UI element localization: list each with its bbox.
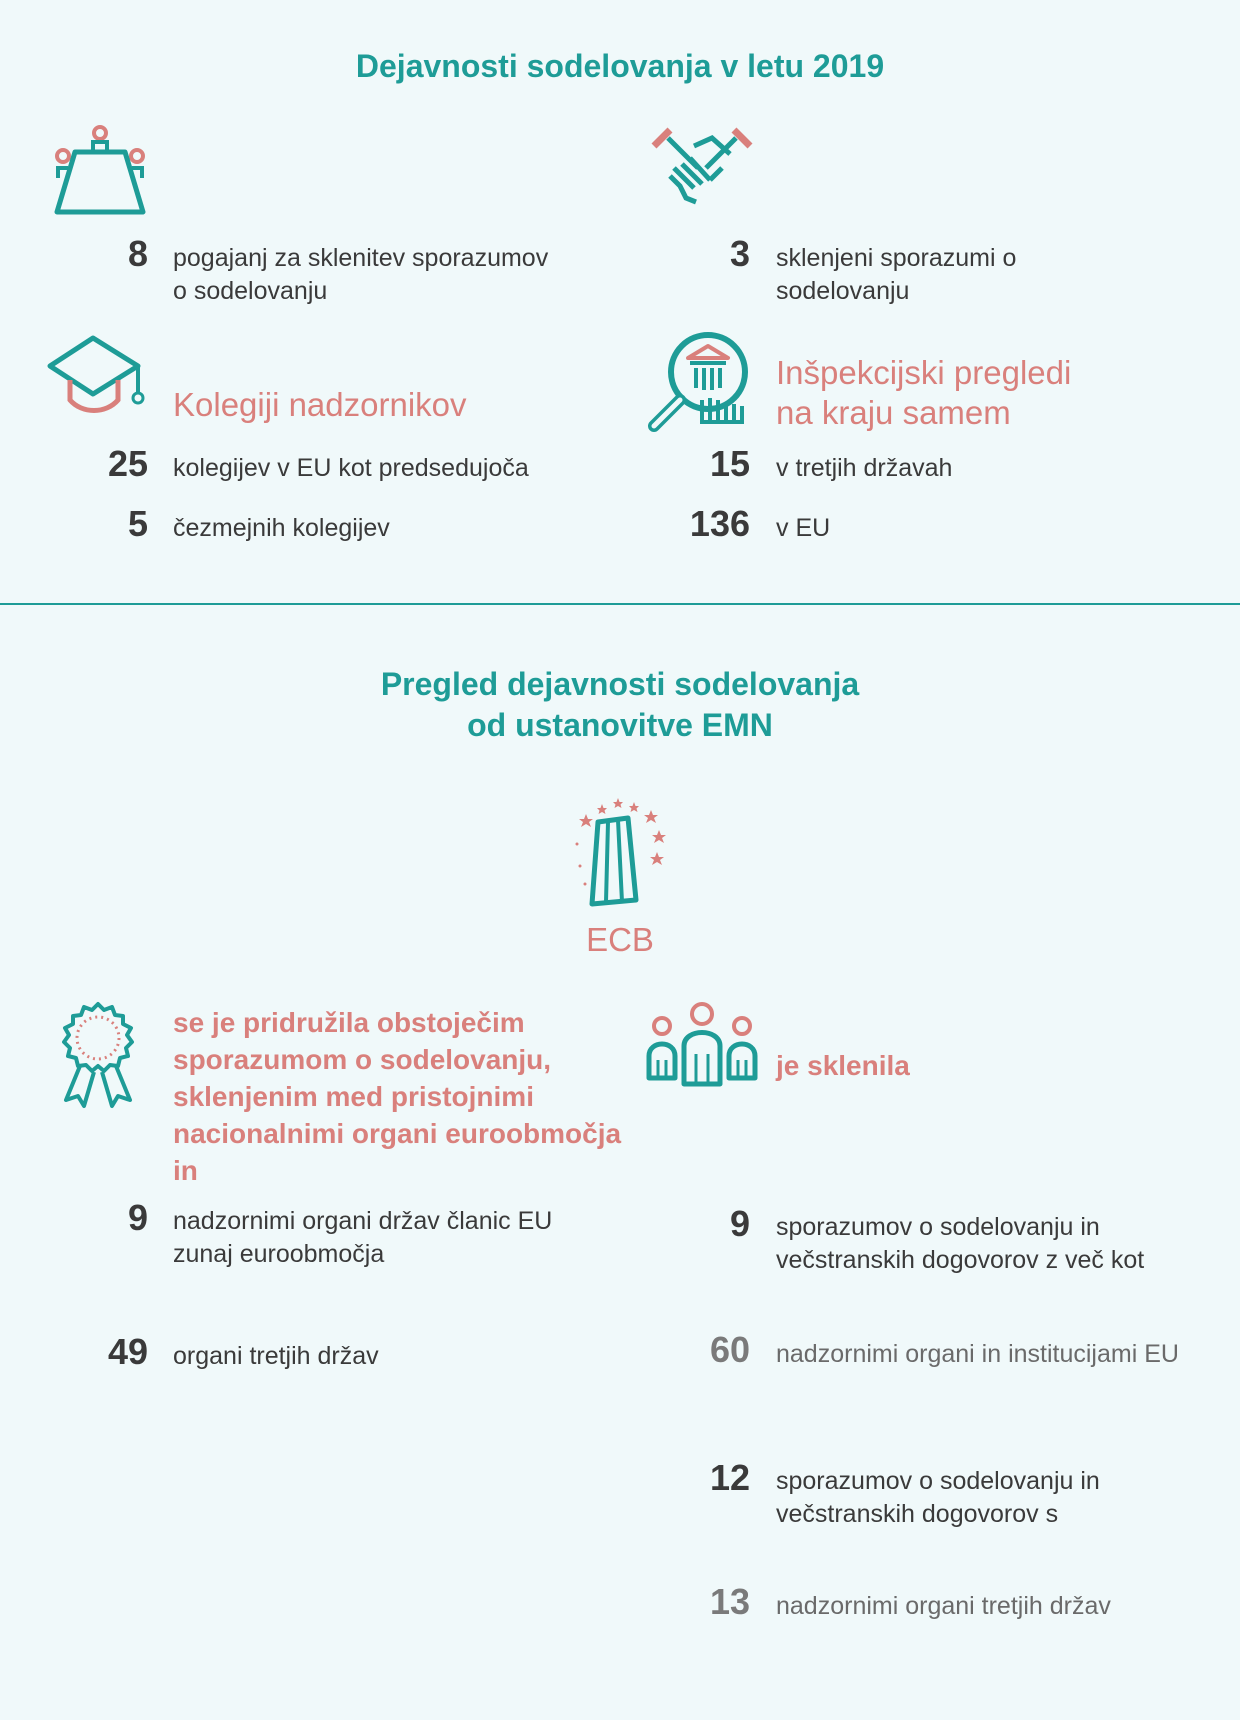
handshake-icon (650, 128, 754, 208)
colleges-row1-text: kolegijev v EU kot predsedujoča (173, 454, 529, 482)
magnifier-bank-icon (648, 330, 753, 435)
section1-title: Dejavnosti sodelovanja v letu 2019 (355, 48, 885, 84)
joined-row2-value: 49 (107, 1331, 148, 1372)
colleges-row2-text: čezmejnih kolegijev (173, 514, 390, 542)
joined-row1-value: 9 (127, 1197, 148, 1238)
concluded-row4-value: 13 (709, 1581, 750, 1622)
inspections-row1-text: v tretjih državah (776, 454, 953, 482)
concluded-row2-value: 60 (709, 1329, 750, 1370)
colleges-row2-value: 5 (127, 503, 148, 544)
colleges-heading: Kolegiji nadzornikov (173, 386, 467, 423)
negotiations-value: 8 (127, 233, 148, 274)
joined-text: se je pridružila obstoječim sporazumom o sodelovanju, sklenjenim med pristojnimi nacionalnimi organi euroobmočja in (173, 1007, 622, 1186)
inspections-row2-value: 136 (689, 503, 750, 544)
section2-title-line1: Pregled dejavnosti sodelovanja (380, 666, 860, 702)
award-rosette-icon (56, 1000, 140, 1108)
concluded-row2-text: nadzornimi organi in institucijami EU (776, 1340, 1179, 1368)
graduation-cap-icon (48, 336, 148, 426)
negotiations-text: pogajanj za sklenitev sporazumov o sodelovanju (173, 244, 549, 305)
joined-row1-text: nadzornimi organi držav članic EU zunaj euroobmočja (173, 1207, 553, 1268)
concluded-row4-text: nadzornimi organi tretjih držav (776, 1592, 1111, 1620)
ecb-label: ECB (586, 921, 654, 958)
inspections-heading: Inšpekcijski pregledi na kraju samem (776, 354, 1072, 431)
concluded-row1-value: 9 (729, 1203, 750, 1244)
agreements-value: 3 (729, 233, 750, 274)
agreements-text: sklenjeni sporazumi o sodelovanju (776, 244, 1017, 305)
concluded-row1-text: sporazumov o sodelovanju in večstranskih dogovorov z več kot (776, 1213, 1145, 1274)
meeting-table-icon (50, 126, 150, 218)
section-divider (0, 603, 1240, 605)
inspections-row1-value: 15 (709, 443, 750, 484)
concluded-text: je sklenila (776, 1050, 910, 1081)
colleges-row1-value: 25 (107, 443, 148, 484)
people-group-icon (646, 1000, 758, 1088)
inspections-row2-text: v EU (776, 514, 831, 542)
ecb-building-icon (566, 796, 676, 908)
section2-title-line2: od ustanovitve EMN (467, 707, 773, 743)
joined-row2-text: organi tretjih držav (173, 1342, 379, 1370)
concluded-row3-text: sporazumov o sodelovanju in večstranskih dogovorov s (776, 1467, 1100, 1528)
concluded-row3-value: 12 (709, 1457, 750, 1498)
